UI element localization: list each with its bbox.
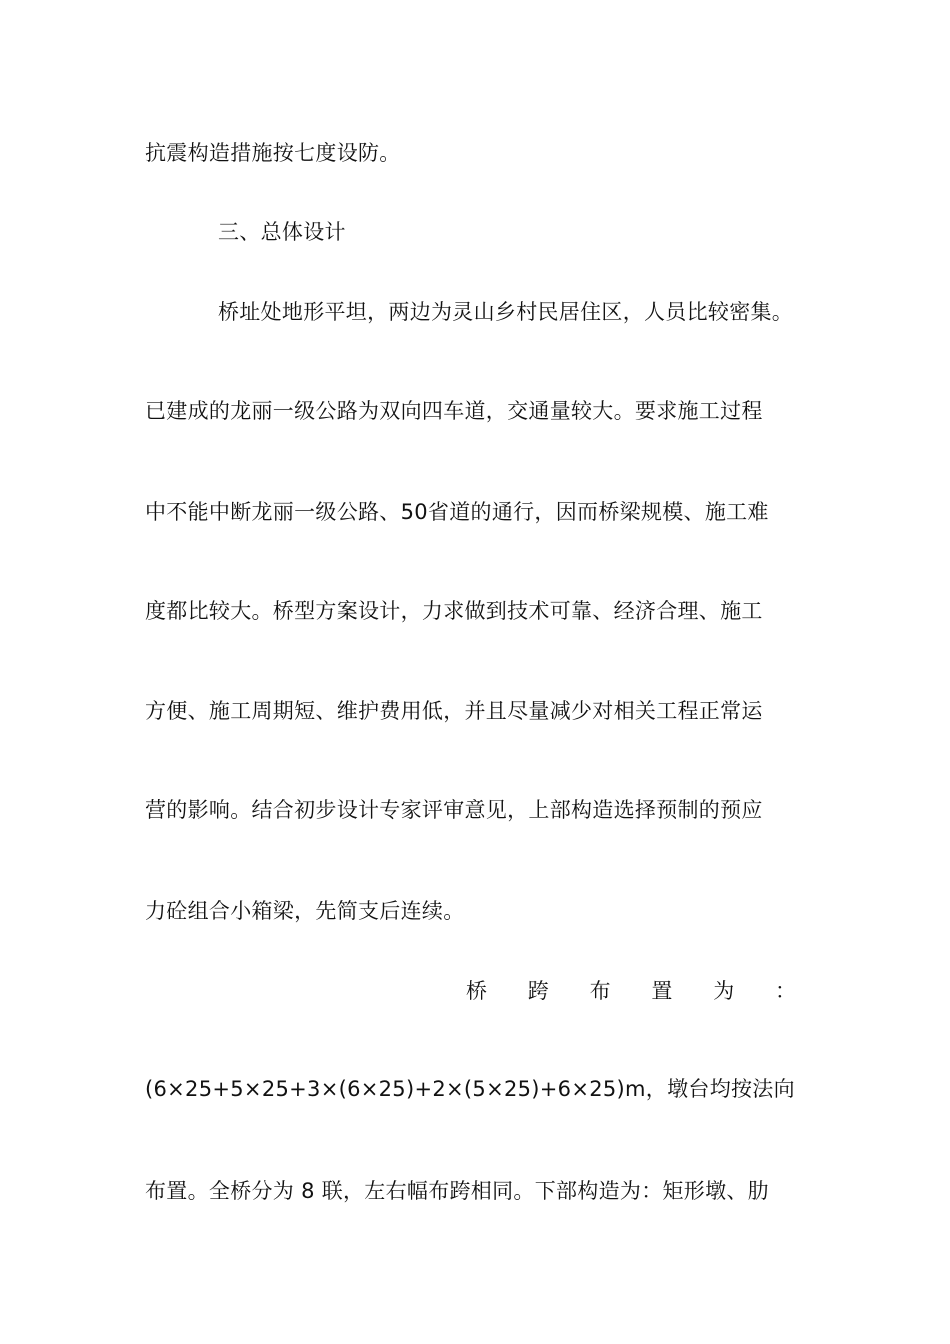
paragraph-line: 力砼组合小箱梁，先简支后连续。 (145, 899, 465, 923)
paragraph-line: 方便、施工周期短、维护费用低，并且尽量减少对相关工程正常运 (145, 699, 763, 723)
spread-heading-line (466, 976, 796, 1006)
spread-char: 为 (713, 979, 735, 1003)
paragraph-line: 营的影响。结合初步设计专家评审意见，上部构造选择预制的预应 (145, 798, 763, 822)
section-heading: 三、总体设计 (218, 220, 346, 244)
paragraph-line: (6×25+5×25+3×(6×25)+2×(5×25)+6×25)m，墩台均按法向 (145, 1077, 795, 1101)
paragraph-line: 布置。全桥分为 8 联，左右幅布跨相同。下部构造为：矩形墩、肋 (145, 1179, 770, 1203)
spread-char: 桥 (466, 979, 487, 1003)
paragraph-line: 度都比较大。桥型方案设计，力求做到技术可靠、经济合理、施工 (145, 599, 763, 623)
paragraph-line: 中不能中断龙丽一级公路、50省道的通行，因而桥梁规模、施工难 (145, 500, 769, 524)
spread-char: 置 (651, 979, 673, 1003)
spread-char: 跨 (527, 979, 549, 1003)
paragraph-line: 抗震构造措施按七度设防。 (145, 141, 401, 165)
spread-char: ： (774, 979, 796, 1003)
paragraph-line: 桥址处地形平坦，两边为灵山乡村民居住区，人员比较密集。 (218, 300, 794, 324)
spread-char: 布 (589, 979, 611, 1003)
paragraph-line: 已建成的龙丽一级公路为双向四车道，交通量较大。要求施工过程 (145, 399, 763, 423)
